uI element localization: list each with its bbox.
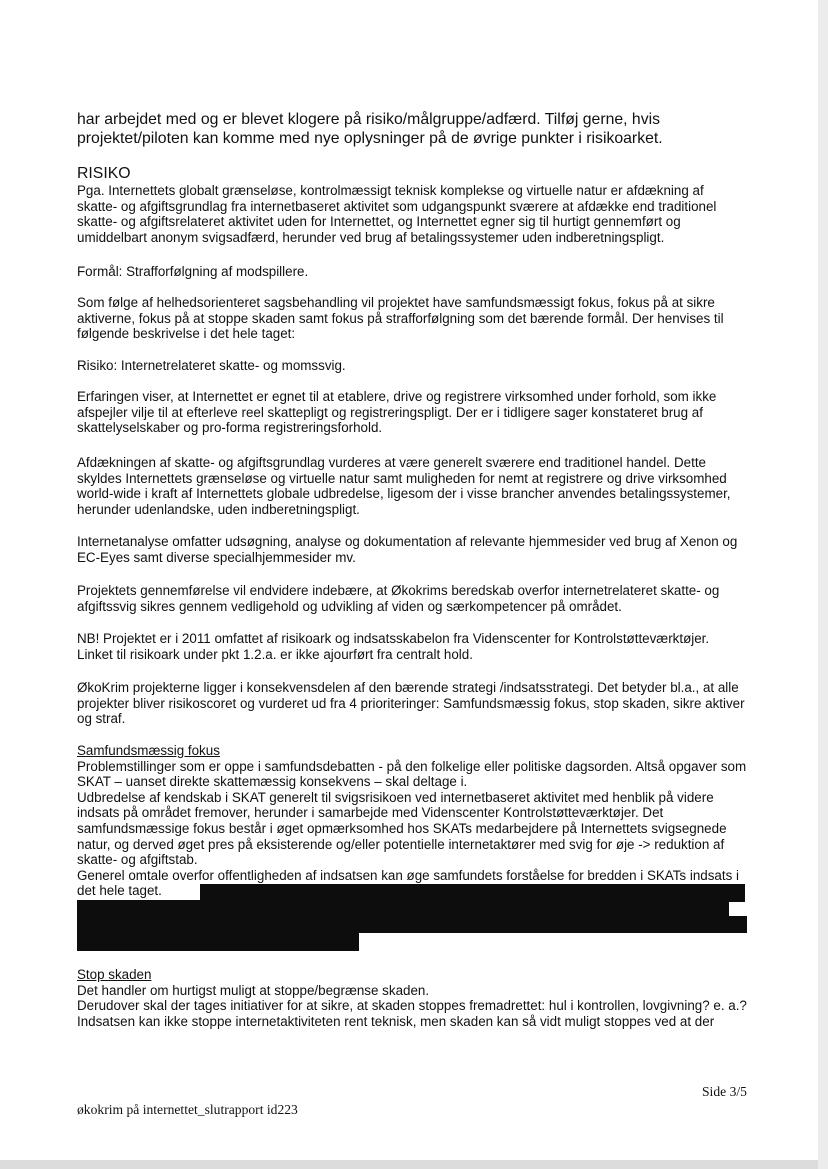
redaction-bar	[77, 931, 359, 951]
risiko-section	[77, 164, 747, 245]
stop-line-1: Det handler om hurtigst muligt at stoppe/begrænse skaden.	[77, 982, 430, 998]
footer-document-id: økokrim på internettet_slutrapport id223	[77, 1102, 298, 1117]
projektets-paragraph: Projektets gennemførelse vil endvidere indebære, at Økokrims beredskab overfor internetrelateret skatte- og afgiftssvig sikres gennem vedligehold og udvikling af viden og særkompetencer på området.	[77, 583, 720, 614]
page-number: Side 3/5	[702, 1084, 747, 1099]
samfund-line-1: Problemstillinger som er oppe i samfundsdebatten - på den folkelige eller politiske dagsorden. Altså opgaver som SKAT – uanset direkte skattemæssig konsekvens – skal deltage i.	[77, 758, 747, 790]
scan-edge	[818, 0, 828, 1169]
afdaekning-paragraph: Afdækningen af skatte- og afgiftsgrundlag vurderes at være generelt sværere end traditionel handel. Dette skyldes Internettets grænseløse og virtuelle natur samt muligheden for nemt at registrere og drive virksomhed world-wide i kraft af Internettets globale udbredelse, ligesom der i visse brancher anvendes betalingssystemer, herunder udenlandske, uden indberetningspligt.	[77, 455, 731, 517]
nb-paragraph: NB! Projektet er i 2011 omfattet af risikoark og indsatsskabelon fra Videnscenter for Kontrolstøtteværktøjer. Linket til risikoark under pkt 1.2.a. er ikke ajourført fra centralt hold.	[77, 631, 710, 662]
risiko-line: Risiko: Internetrelateret skatte- og momssvig.	[77, 358, 346, 373]
formaal-line: Formål: Strafforfølgning af modspillere.	[77, 264, 309, 279]
stop-line-3: Indsatsen kan ikke stoppe internetaktiviteten rent teknisk, men skaden kan så vidt muligt stoppes ved at der	[77, 1013, 715, 1029]
samfund-section	[77, 743, 747, 899]
stop-line-2: Derudover skal der tages initiativer for at sikre, at skaden stoppes fremadrettet: hul i kontrollen, lovgivning? e. a.?	[77, 998, 747, 1014]
helhed-paragraph: Som følge af helhedsorienteret sagsbehandling vil projektet have samfundsmæssigt fokus, fokus på at sikre aktiverne, fokus på at stoppe skaden samt fokus på strafforfølgning som det bærende formål. Der henvises til følgende beskrivelse i det hele taget:	[77, 295, 724, 342]
risiko-heading: RISIKO	[77, 165, 131, 182]
stop-heading: Stop skaden	[77, 967, 152, 982]
erfaring-paragraph: Erfaringen viser, at Internettet er egnet til at etablere, drive og registrere virksomhed under forhold, som ikke afspejler vilje til at efterleve reel skattepligt og registreringspligt. Der er i tidligere sager konstateret brug af skattelyselskaber og pro-forma registreringsforhold.	[77, 389, 717, 436]
samfund-line-2: Udbredelse af kendskab i SKAT generelt til svigsrisikoen ved internetbaseret aktivitet med henblik på videre indsats på området fremover, herunder i samarbejde med Videnscenter Kontrolstøtteværktøjer. Det samfundsmæssige fokus består i øget opmærksomhed hos SKATs medarbejdere på Internettets svigsegnede natur, og derved øget pres på eksisterende og/eller potentielle internetaktører med svig for øje -> reduktion af skatte- og afgiftstab.	[77, 789, 727, 868]
intro-paragraph: har arbejdet med og er blevet klogere på risiko/målgruppe/adfærd. Tilføj gerne, hvis projektet/piloten kan komme med nye oplysninger på de øvrige punkter i risikoarket.	[77, 111, 663, 147]
samfund-line-3: Generel omtale overfor offentligheden af indsatsen kan øge samfundets forståelse for bredden i SKATs indsats i det hele taget.	[77, 867, 739, 899]
stop-section	[77, 967, 747, 1029]
samfund-heading: Samfundsmæssig fokus	[77, 743, 220, 758]
scan-edge	[0, 1160, 828, 1169]
risiko-text: Pga. Internettets globalt grænseløse, kontrolmæssigt teknisk komplekse og virtuelle natur er afdækning af skatte- og afgiftsgrundlag fra internetbaseret aktivitet som udgangspunkt sværere at afdække end traditionel skatte- og afgiftsrelateret aktivitet uden for Internettet, og Internettet egner sig til hurtigt gennemført og umiddelbart anonym svigsadfærd, herunder ved brug af betalingssystemer uden indberetningspligt.	[77, 183, 717, 245]
oekokrim-paragraph: ØkoKrim projekterne ligger i konsekvensdelen af den bærende strategi /indsatsstrategi. Det betyder bl.a., at alle projekter bliver risikoscoret og vurderet ud fra 4 prioriteringer: Samfundsmæssig fokus, stop skaden, sikre aktiver og straf.	[77, 680, 745, 727]
internetanalyse-paragraph: Internetanalyse omfatter udsøgning, analyse og dokumentation af relevante hjemmesider ved brug af Xenon og EC-Eyes samt diverse specialhjemmesider mv.	[77, 534, 738, 565]
